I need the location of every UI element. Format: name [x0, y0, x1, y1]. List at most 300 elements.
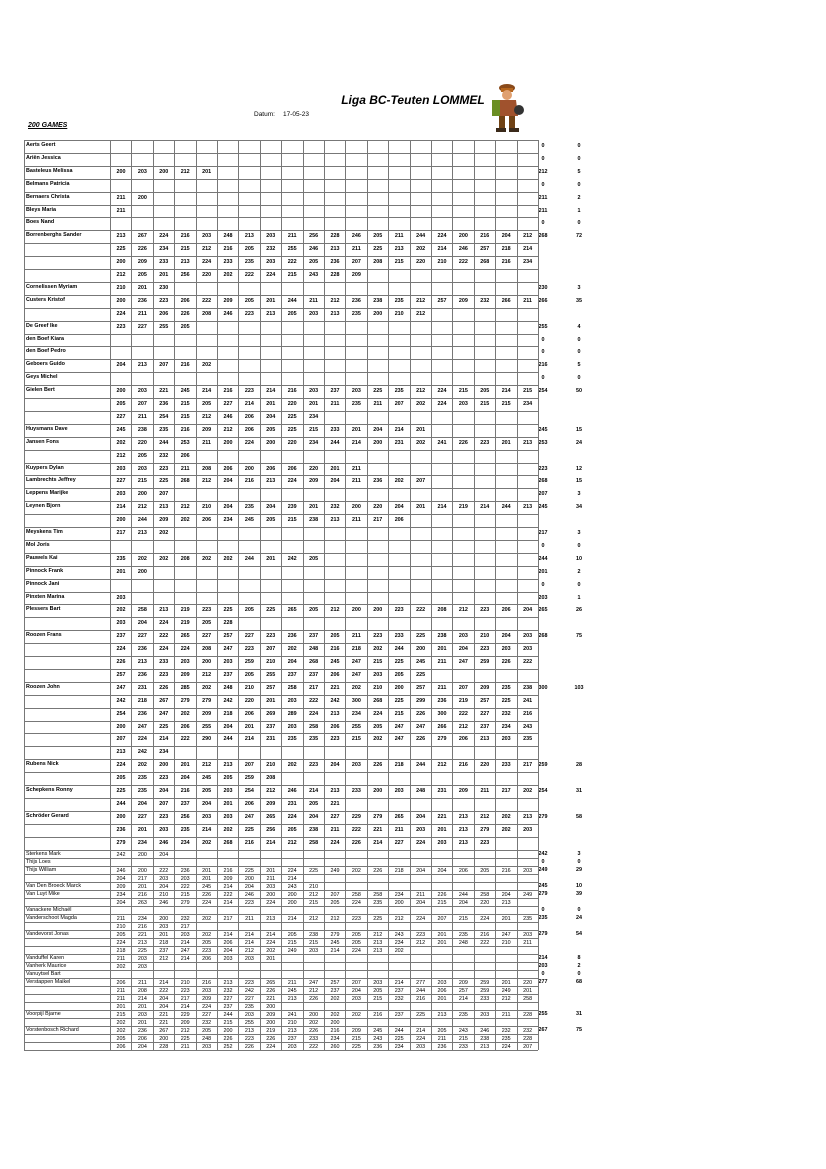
score-cell: 248 [410, 786, 431, 799]
score-cell: 246 [217, 412, 238, 425]
score-cell: 201 [174, 760, 195, 773]
game-count: 15 [576, 426, 582, 433]
score-cell: 211 [431, 657, 452, 670]
player-row [24, 308, 538, 322]
player-name: Voorpijl Bjarne [26, 1010, 61, 1017]
score-cell: 215 [431, 899, 452, 907]
score-cell: 204 [345, 987, 366, 995]
score-cell: 233 [388, 631, 409, 644]
score-cell: 215 [174, 412, 195, 425]
score-cell: 202 [388, 476, 409, 489]
score-cell: 213 [474, 1043, 495, 1051]
score-cell: 201 [238, 722, 259, 735]
score-cell: 232 [495, 709, 516, 722]
score-cell: 237 [388, 987, 409, 995]
score-cell: 200 [110, 812, 131, 825]
score-cell: 212 [131, 502, 152, 515]
score-cell: 300 [345, 696, 366, 709]
best-score: 0 [541, 336, 545, 343]
score-cell: 224 [431, 399, 452, 412]
score-cell: 213 [474, 734, 495, 747]
score-cell: 204 [260, 502, 281, 515]
score-cell: 244 [410, 231, 431, 244]
score-cell: 212 [303, 915, 324, 923]
score-cell: 243 [281, 883, 302, 891]
score-cell: 214 [238, 931, 259, 939]
score-cell: 203 [238, 1011, 259, 1019]
score-cell: 211 [110, 206, 131, 219]
score-cell: 207 [324, 891, 345, 899]
game-count: 50 [576, 388, 582, 395]
score-cell: 226 [303, 1027, 324, 1035]
score-cell: 257 [431, 296, 452, 309]
player-row [24, 346, 581, 360]
player-row [24, 643, 538, 657]
score-cell: 202 [217, 270, 238, 283]
score-cell: 200 [131, 867, 152, 875]
score-cell: 257 [110, 670, 131, 683]
score-cell: 203 [131, 464, 152, 477]
score-cell: 200 [260, 891, 281, 899]
score-cell: 201 [131, 283, 152, 296]
score-cell: 214 [303, 786, 324, 799]
score-cell: 247 [303, 979, 324, 987]
score-cell: 204 [495, 231, 516, 244]
score-cell: 279 [174, 696, 195, 709]
player-row [24, 514, 538, 528]
score-cell: 219 [452, 696, 473, 709]
score-cell: 225 [410, 631, 431, 644]
score-cell: 216 [217, 386, 238, 399]
best-score: 268 [538, 233, 548, 240]
score-cell: 200 [131, 193, 152, 206]
score-cell: 230 [153, 283, 174, 296]
score-cell: 222 [153, 867, 174, 875]
score-cell: 206 [324, 670, 345, 683]
player-row [24, 553, 582, 567]
score-cell: 203 [260, 883, 281, 891]
player-row [24, 746, 538, 760]
score-cell: 209 [217, 875, 238, 883]
score-cell: 279 [324, 931, 345, 939]
best-score: 0 [541, 970, 545, 977]
score-cell: 214 [174, 939, 195, 947]
best-score: 244 [538, 555, 548, 562]
score-cell: 205 [196, 1027, 217, 1035]
score-cell: 203 [196, 812, 217, 825]
score-cell: 205 [110, 399, 131, 412]
score-cell: 265 [260, 979, 281, 987]
score-cell: 234 [388, 891, 409, 899]
player-name: Vorstenbosch Richard [26, 1026, 79, 1033]
score-cell: 279 [431, 734, 452, 747]
score-cell: 211 [388, 231, 409, 244]
score-cell: 220 [517, 979, 538, 987]
best-score: 235 [538, 914, 548, 921]
score-cell: 258 [345, 891, 366, 899]
score-cell: 201 [303, 399, 324, 412]
score-cell: 213 [452, 812, 473, 825]
score-cell: 300 [431, 709, 452, 722]
score-cell: 228 [324, 231, 345, 244]
player-row [24, 217, 581, 231]
score-cell: 212 [281, 838, 302, 851]
score-cell: 204 [431, 867, 452, 875]
player-row [24, 424, 582, 438]
score-cell: 212 [196, 244, 217, 257]
score-cell: 204 [238, 883, 259, 891]
score-cell: 218 [495, 244, 516, 257]
score-cell: 211 [110, 193, 131, 206]
score-cell: 224 [303, 709, 324, 722]
score-cell: 236 [324, 257, 345, 270]
score-cell: 201 [196, 867, 217, 875]
score-cell: 201 [153, 270, 174, 283]
score-cell: 201 [196, 167, 217, 180]
score-cell: 213 [153, 605, 174, 618]
score-cell: 201 [131, 825, 152, 838]
score-cell: 234 [303, 438, 324, 451]
best-score: 230 [538, 284, 548, 291]
score-cell: 209 [153, 515, 174, 528]
score-cell: 200 [131, 851, 152, 859]
score-cell: 265 [388, 812, 409, 825]
score-cell: 224 [260, 270, 281, 283]
player-name: Leynen Bjorn [26, 503, 61, 510]
score-cell: 214 [431, 244, 452, 257]
player-row [24, 398, 538, 412]
game-count: 0 [577, 906, 581, 913]
player-name: Bleys Maria [26, 206, 56, 213]
score-cell: 213 [281, 995, 302, 1003]
score-cell: 242 [131, 747, 152, 760]
score-cell: 200 [367, 309, 388, 322]
score-cell: 249 [495, 987, 516, 995]
game-count: 1 [577, 594, 581, 601]
score-cell: 214 [260, 386, 281, 399]
score-cell: 225 [281, 425, 302, 438]
score-cell: 215 [345, 734, 366, 747]
score-cell: 224 [153, 644, 174, 657]
best-score: 266 [538, 297, 548, 304]
score-cell: 235 [238, 257, 259, 270]
score-cell: 200 [110, 257, 131, 270]
score-cell: 206 [238, 709, 259, 722]
score-cell: 201 [431, 644, 452, 657]
score-cell: 234 [345, 709, 366, 722]
best-score: 279 [538, 890, 548, 897]
score-cell: 236 [367, 1043, 388, 1051]
game-count: 0 [577, 581, 581, 588]
score-cell: 211 [345, 244, 366, 257]
score-cell: 216 [324, 1027, 345, 1035]
score-cell: 247 [388, 722, 409, 735]
score-cell: 285 [174, 683, 195, 696]
score-cell: 218 [345, 644, 366, 657]
score-cell: 213 [495, 899, 516, 907]
score-cell: 237 [324, 386, 345, 399]
game-count: 68 [576, 978, 582, 985]
score-cell: 215 [281, 515, 302, 528]
score-cell: 216 [174, 231, 195, 244]
score-cell: 214 [174, 1003, 195, 1011]
score-cell: 216 [217, 867, 238, 875]
score-cell: 203 [303, 309, 324, 322]
player-name: Vanuytsel Bart [26, 970, 61, 977]
score-cell: 202 [345, 683, 366, 696]
score-cell: 224 [153, 618, 174, 631]
score-cell: 214 [495, 386, 516, 399]
score-cell: 213 [281, 1027, 302, 1035]
score-cell: 206 [131, 1035, 152, 1043]
score-cell: 224 [410, 838, 431, 851]
score-cell: 200 [452, 231, 473, 244]
score-cell: 203 [153, 825, 174, 838]
score-cell: 212 [238, 947, 259, 955]
score-cell: 204 [410, 899, 431, 907]
score-cell: 225 [281, 412, 302, 425]
score-cell: 223 [474, 438, 495, 451]
score-cell: 213 [388, 244, 409, 257]
score-cell: 204 [495, 631, 516, 644]
score-cell: 227 [388, 838, 409, 851]
score-cell: 229 [174, 1011, 195, 1019]
score-cell: 203 [452, 631, 473, 644]
score-cell: 214 [388, 425, 409, 438]
game-count: 26 [576, 607, 582, 614]
score-cell: 202 [217, 825, 238, 838]
score-cell: 206 [110, 979, 131, 987]
score-cell: 202 [410, 438, 431, 451]
score-cell: 204 [131, 618, 152, 631]
score-cell: 210 [196, 502, 217, 515]
score-cell: 245 [281, 987, 302, 995]
score-cell: 227 [217, 995, 238, 1003]
score-cell: 243 [452, 1027, 473, 1035]
score-cell: 233 [452, 1043, 473, 1051]
game-count: 0 [577, 349, 581, 356]
score-cell: 212 [174, 167, 195, 180]
score-cell: 234 [324, 1035, 345, 1043]
best-score: 254 [538, 388, 548, 395]
score-cell: 235 [452, 931, 473, 939]
best-score: 223 [538, 465, 548, 472]
score-cell: 233 [217, 257, 238, 270]
score-cell: 236 [281, 631, 302, 644]
score-cell: 222 [174, 734, 195, 747]
best-score: 253 [538, 439, 548, 446]
score-cell: 216 [367, 1011, 388, 1019]
player-name: Schröder Gerard [26, 812, 69, 819]
best-score: 259 [538, 762, 548, 769]
score-cell: 259 [474, 979, 495, 987]
score-cell: 244 [388, 1027, 409, 1035]
player-name: Bernaers Christa [26, 193, 70, 200]
score-cell: 204 [452, 899, 473, 907]
score-cell: 215 [174, 399, 195, 412]
score-cell: 254 [110, 709, 131, 722]
score-cell: 206 [196, 515, 217, 528]
score-cell: 215 [174, 891, 195, 899]
score-cell: 213 [217, 760, 238, 773]
score-cell: 233 [345, 786, 366, 799]
score-cell: 204 [281, 657, 302, 670]
score-cell: 244 [495, 502, 516, 515]
score-cell: 204 [153, 883, 174, 891]
best-score: 0 [541, 143, 545, 149]
score-cell: 204 [131, 1043, 152, 1051]
score-cell: 208 [196, 644, 217, 657]
score-cell: 207 [153, 360, 174, 373]
score-cell: 200 [238, 875, 259, 883]
score-cell: 214 [345, 438, 366, 451]
score-cell: 237 [281, 1035, 302, 1043]
score-cell: 221 [153, 386, 174, 399]
best-score: 0 [541, 375, 545, 382]
player-row [24, 656, 538, 670]
score-cell: 204 [196, 799, 217, 812]
score-cell: 245 [324, 657, 345, 670]
score-cell: 257 [324, 979, 345, 987]
score-cell: 203 [303, 947, 324, 955]
player-name: Pauwels Kai [26, 554, 58, 561]
game-count: 54 [576, 930, 582, 937]
score-cell: 247 [174, 947, 195, 955]
score-cell: 216 [174, 425, 195, 438]
score-cell: 216 [174, 360, 195, 373]
score-cell: 216 [131, 923, 152, 931]
score-cell: 207 [238, 760, 259, 773]
score-cell: 220 [410, 257, 431, 270]
score-cell: 203 [174, 931, 195, 939]
score-cell: 245 [367, 1027, 388, 1035]
score-cell: 224 [238, 438, 259, 451]
score-cell: 202 [110, 1019, 131, 1027]
score-cell: 246 [303, 244, 324, 257]
score-cell: 204 [324, 760, 345, 773]
score-cell: 200 [153, 1035, 174, 1043]
sheet-left-border [24, 140, 25, 1050]
score-cell: 200 [153, 915, 174, 923]
score-cell: 247 [153, 709, 174, 722]
player-row [24, 321, 581, 335]
player-row [24, 682, 584, 696]
best-score: 0 [541, 906, 545, 913]
score-cell: 215 [452, 1035, 473, 1043]
score-cell: 247 [131, 722, 152, 735]
score-cell: 204 [517, 605, 538, 618]
score-cell: 232 [495, 1027, 516, 1035]
score-cell: 202 [153, 528, 174, 541]
score-cell: 268 [367, 696, 388, 709]
score-cell: 214 [110, 502, 131, 515]
score-cell: 200 [110, 386, 131, 399]
player-row [24, 450, 538, 464]
player-name: Borrenberghs Sander [26, 232, 82, 239]
score-cell: 247 [410, 722, 431, 735]
score-cell: 211 [238, 915, 259, 923]
score-cell: 221 [324, 683, 345, 696]
score-cell: 234 [153, 244, 174, 257]
score-cell: 259 [474, 657, 495, 670]
score-cell: 220 [238, 696, 259, 709]
score-cell: 215 [345, 1035, 366, 1043]
score-cell: 244 [238, 554, 259, 567]
score-cell: 200 [131, 567, 152, 580]
player-name: Plessers Bart [26, 606, 61, 613]
score-cell: 226 [153, 683, 174, 696]
score-cell: 209 [474, 683, 495, 696]
score-cell: 238 [303, 515, 324, 528]
player-name: Jansen Fons [26, 438, 59, 445]
score-cell: 228 [217, 618, 238, 631]
score-cell: 225 [495, 696, 516, 709]
score-cell: 226 [260, 1035, 281, 1043]
date-value: 17-05-23 [282, 111, 309, 118]
score-cell: 203 [410, 1043, 431, 1051]
score-cell: 201 [260, 296, 281, 309]
score-cell: 237 [303, 670, 324, 683]
score-cell: 200 [367, 438, 388, 451]
score-cell: 216 [217, 244, 238, 257]
score-cell: 215 [474, 399, 495, 412]
score-cell: 211 [281, 231, 302, 244]
score-cell: 220 [281, 438, 302, 451]
score-cell: 220 [474, 899, 495, 907]
score-cell: 242 [110, 851, 131, 859]
date-label [254, 111, 309, 118]
score-cell: 206 [281, 464, 302, 477]
score-cell: 201 [260, 867, 281, 875]
score-cell: 245 [110, 425, 131, 438]
score-cell: 215 [110, 1011, 131, 1019]
score-cell: 222 [452, 257, 473, 270]
score-cell: 224 [260, 1043, 281, 1051]
score-cell: 221 [153, 1011, 174, 1019]
score-cell: 213 [260, 309, 281, 322]
score-cell: 205 [110, 931, 131, 939]
player-name: Custers Kristof [26, 296, 65, 303]
score-cell: 244 [388, 644, 409, 657]
score-cell: 205 [131, 451, 152, 464]
score-cell: 206 [110, 1043, 131, 1051]
score-cell: 205 [303, 257, 324, 270]
score-cell: 238 [367, 296, 388, 309]
score-cell: 235 [174, 825, 195, 838]
score-cell: 228 [517, 1011, 538, 1019]
score-cell: 203 [131, 167, 152, 180]
best-score: 212 [538, 168, 548, 175]
score-cell: 236 [131, 709, 152, 722]
score-cell: 202 [260, 947, 281, 955]
score-cell: 236 [131, 670, 152, 683]
score-cell: 267 [131, 231, 152, 244]
player-name: Basteleus Melissa [26, 167, 73, 174]
game-count: 12 [576, 465, 582, 472]
score-cell: 211 [345, 464, 366, 477]
score-cell: 204 [388, 502, 409, 515]
score-cell: 210 [174, 979, 195, 987]
score-cell: 247 [238, 812, 259, 825]
score-cell: 213 [367, 947, 388, 955]
score-cell: 203 [517, 631, 538, 644]
score-cell: 202 [217, 554, 238, 567]
game-count: 75 [576, 1026, 582, 1033]
score-cell: 235 [131, 773, 152, 786]
score-cell: 206 [217, 464, 238, 477]
best-score: 0 [541, 181, 545, 188]
score-cell: 225 [388, 1035, 409, 1043]
